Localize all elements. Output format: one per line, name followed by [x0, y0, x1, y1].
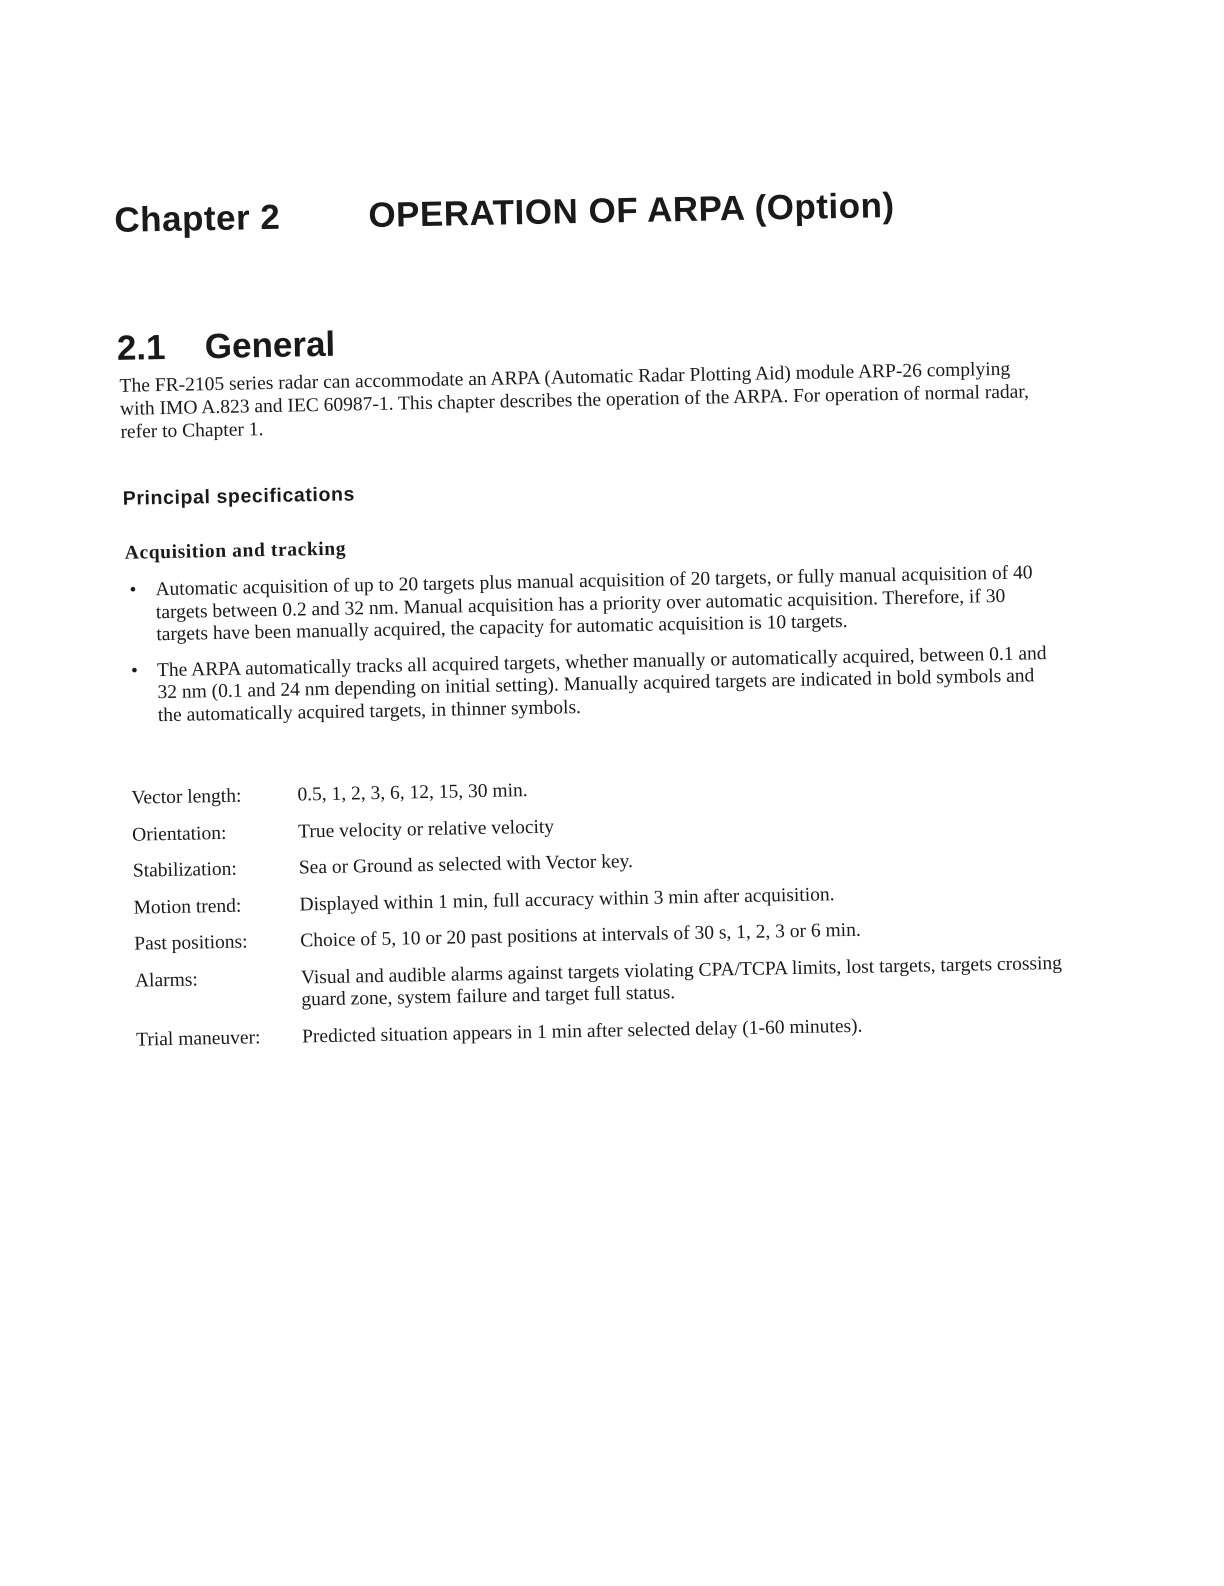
- spec-label: Motion trend:: [133, 895, 242, 919]
- spec-row: [133, 879, 1073, 920]
- section-number: 2.1: [116, 328, 166, 368]
- spec-table: [131, 770, 1076, 1066]
- chapter-title: OPERATION OF ARPA (Option): [367, 186, 895, 236]
- chapter-number: Chapter 2: [114, 198, 281, 241]
- principal-specifications-heading: Principal specifications: [122, 483, 356, 510]
- spec-label: Trial maneuver:: [135, 1026, 261, 1051]
- spec-row: [132, 806, 1072, 847]
- section-heading: [116, 325, 335, 369]
- bullet-text: Automatic acquisition of up to 20 targets plus manual acquisition of 20 targets, or fully manual acquisition of 40 targets between 0.2 and 32 nm. Manual acquisition has a priority over automatic acquisition. Therefore, if 30 targets have been manually acquired, the capacity for automatic acquisition is 10 targets.: [155, 562, 1033, 646]
- spec-row: [131, 770, 1071, 811]
- spec-value: True velocity or relative velocity: [297, 816, 555, 843]
- bullet-icon: •: [129, 579, 137, 601]
- intro-paragraph: The FR-2105 series radar can accommodate an ARPA (Automatic Radar Plotting Aid) module ARP-26 complying with IMO A.823 and IEC 60987-1. This chapter describes the operation of the ARPA. For operation of normal radar, refer to Chapter 1.: [119, 358, 1030, 443]
- spec-value: Visual and audible alarms against targets violating CPA/TCPA limits, lost targets, targets crossing guard zone, system failure and target full status.: [300, 952, 1063, 1011]
- spec-label: Vector length:: [131, 785, 242, 809]
- spec-value: 0.5, 1, 2, 3, 6, 12, 15, 30 min.: [297, 780, 528, 806]
- spec-value: Displayed within 1 min, full accuracy within 3 min after acquisition.: [299, 883, 835, 915]
- spec-label: Stabilization:: [132, 858, 238, 882]
- spec-label: Past positions:: [134, 931, 248, 955]
- bullet-text: The ARPA automatically tracks all acquired targets, whether manually or automatically acquired, between 0.1 and 32 nm (0.1 and 24 nm depending on initial setting). Manually acquired targets are indicated in bold symbols and the automatically acquired targets, in thinner symbols.: [156, 642, 1047, 726]
- spec-row: [133, 843, 1073, 884]
- section-title: General: [204, 324, 336, 367]
- spec-row: [135, 952, 1076, 1015]
- spec-value: Predicted situation appears in 1 min after selected delay (1-60 minutes).: [301, 1015, 863, 1047]
- spec-row: [136, 1011, 1076, 1052]
- list-item: [127, 642, 1058, 727]
- bullet-icon: •: [130, 660, 139, 682]
- spec-row: [134, 916, 1074, 957]
- chapter-heading: [114, 186, 895, 241]
- spec-label: Orientation:: [131, 822, 227, 846]
- list-item: [125, 562, 1056, 647]
- spec-label: Alarms:: [134, 968, 199, 992]
- spec-value: Sea or Ground as selected with Vector key.: [298, 851, 634, 879]
- acquisition-bullet-list: [125, 562, 1058, 741]
- spec-value: Choice of 5, 10 or 20 past positions at intervals of 30 s, 1, 2, 3 or 6 min.: [300, 919, 861, 952]
- acquisition-tracking-heading: Acquisition and tracking: [124, 538, 347, 564]
